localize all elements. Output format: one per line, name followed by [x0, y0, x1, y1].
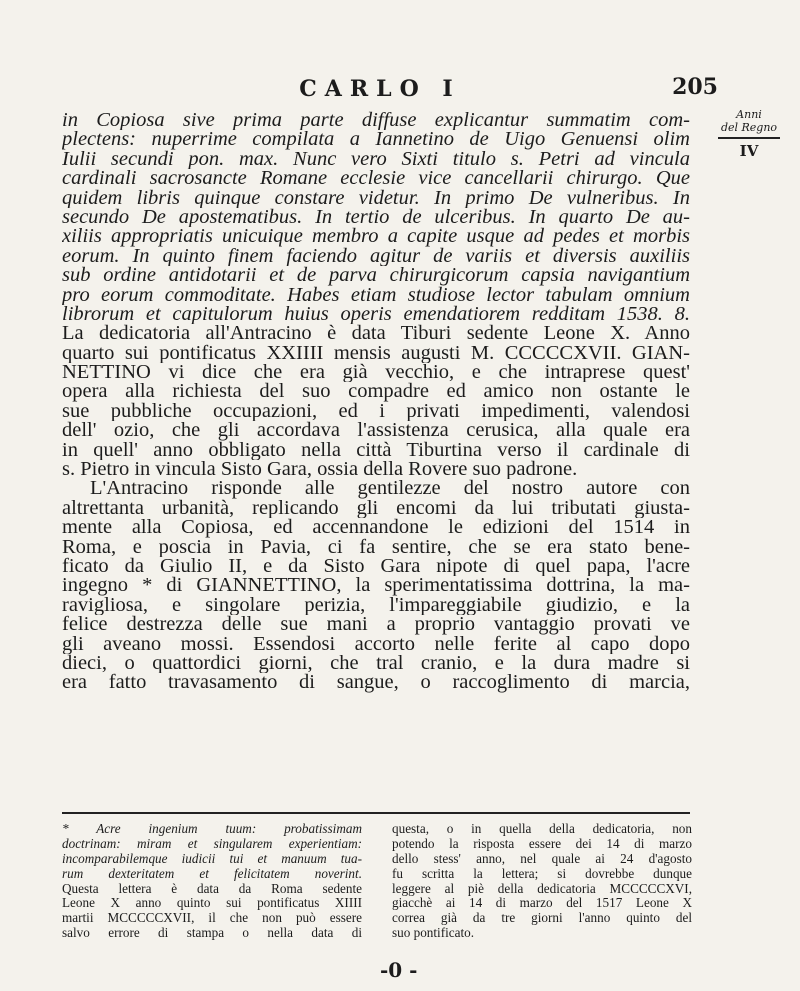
body-line: ravigliosa, e singolare perizia, l'impareggiabile giudizio, e la: [62, 595, 690, 616]
body-line: sub ordine antidotarii et de parva chirurgicorum capsia navigantium: [62, 266, 690, 286]
footnote-line: correa già da tre giorni l'anno quinto del: [392, 911, 692, 926]
margin-note: [703, 108, 795, 158]
margin-year-numeral: IV: [739, 142, 759, 160]
page-header: [60, 72, 718, 112]
footnote-line: Leone X anno quinto sui pontificatus XIIII: [62, 896, 362, 911]
body-line: opera alla richiesta del suo compadre ed amico non ostante le: [62, 382, 690, 402]
signature-mark: -0 -: [380, 958, 418, 982]
footnote-line: leggere al piè della dedicatoria MCCCCCXVI,: [392, 881, 692, 896]
body-line: dell' ozio, che gli accordava l'assistenza cerusica, alla quale era: [62, 421, 690, 441]
footnote-line: doctrinam: miram et singularem experientiam:: [62, 836, 362, 851]
footnote-column-right: [392, 822, 692, 941]
footnote-line: potendo la risposta essere dei 14 di marzo: [392, 836, 692, 851]
body-line: dieci, o quattordici giorni, che tral cranio, e la dura madre si: [62, 653, 690, 674]
body-line: ingegno * di GIANNETTINO, la sperimentatissima dottrina, la ma-: [62, 576, 690, 596]
margin-label-anni: Anni: [736, 108, 762, 121]
body-line: La dedicatoria all'Antracino è data Tiburi sedente Leone X. Anno: [62, 324, 690, 344]
body-line: ficato da Giulio II, e da Sisto Gara nipote di quel papa, l'acre: [62, 556, 690, 577]
footnote-line: giacchè ai 14 di marzo del 1517 Leone X: [392, 896, 692, 911]
body-line: in Copiosa sive prima parte diffuse explicantur summatim com-: [62, 111, 690, 131]
footnotes: [62, 822, 690, 952]
body-line: xiliis appropriatis unicuique membro a capite usque ad pedes et morbis: [62, 227, 690, 247]
footnote-rule: [62, 812, 690, 814]
body-line: secundo De apostematibus. In tertio de ulceribus. In quarto De au-: [62, 207, 690, 228]
body-line: eorum. In quinto finem faciendo agitur de variis et diversis auxiliis: [62, 246, 690, 267]
footnote-line: questa, o in quella della dedicatoria, non: [392, 822, 692, 836]
body-line: sue pubbliche occupazioni, ed i privati impedimenti, valendosi: [62, 401, 690, 422]
page-number: 205: [672, 74, 718, 100]
body-line: mente alla Copiosa, ed accennandone le edizioni del 1514 in: [62, 518, 690, 538]
body-line: felice destrezza delle sue mani a proprio vantaggio provati ve: [62, 615, 690, 635]
body-line: gli aveano mossi. Essendosi accorto nelle ferite al capo dopo: [62, 634, 690, 654]
margin-rule: [718, 137, 780, 139]
footnote-column-left: [62, 822, 362, 941]
body-line: Roma, e poscia in Pavia, ci fa sentire, che se era stato bene-: [62, 537, 690, 557]
footnote-line: Questa lettera è data da Roma sedente: [62, 881, 362, 896]
body-line: s. Pietro in vincula Sisto Gara, ossia della Rovere suo padrone.: [62, 460, 578, 480]
body-text: [62, 111, 690, 693]
footnote-line: dello stess' anno, nel quale ai 24 d'agosto: [392, 851, 692, 866]
body-line: in quell' anno obbligato nella città Tiburtina verso il cardinale di: [62, 440, 690, 461]
running-head: CARLO I: [299, 76, 461, 102]
body-line: plectens: nuperrime compilata a Iannetino de Uigo Genuensi olim: [62, 130, 690, 150]
body-line: pro eorum commoditate. Habes etiam studiose lector tabulam omnium: [62, 285, 690, 305]
footnote-line: * Acre ingenium tuum: probatissimam: [62, 822, 362, 836]
footnote-line: fu scritta la lettera; si dovrebbe dunque: [392, 866, 692, 881]
footnote-line: martii MCCCCCXVII, il che non può essere: [62, 911, 362, 926]
body-line: quidem libris quinque constare videtur. In primo De vulneribus. In: [62, 188, 690, 208]
body-line: Iulii secundi pon. max. Nunc vero Sixti titulo s. Petri ad vincula: [62, 149, 690, 170]
footnote-line: rum dexteritatem et felicitatem noverint.: [62, 866, 362, 881]
footnote-line: incomparabilemque iudicii tui et manuum tua-: [62, 851, 362, 866]
body-line: librorum et capitulorum huius operis emendatiorem redditam 1538. 8.: [62, 304, 690, 325]
body-line: L'Antracino risponde alle gentilezze del nostro autore con: [90, 479, 690, 499]
body-line: era fatto travasamento di sangue, o raccoglimento di marcia,: [62, 673, 690, 693]
footnote-line: suo pontificato.: [392, 926, 475, 941]
body-line: altrettanta urbanità, replicando gli encomi da lui tributati giusta-: [62, 498, 690, 519]
footnote-line: salvo errore di stampa o nella data di: [62, 926, 362, 941]
body-line: quarto sui pontificatus XXIIII mensis augusti M. CCCCCXVII. GIAN-: [62, 343, 690, 364]
margin-label-regno: del Regno: [720, 121, 778, 134]
body-line: NETTINO vi dice che era già vecchio, e che intraprese quest': [62, 363, 690, 383]
body-line: cardinali sacrosancte Romane ecclesie vice cancellarii chirurgo. Que: [62, 169, 690, 189]
